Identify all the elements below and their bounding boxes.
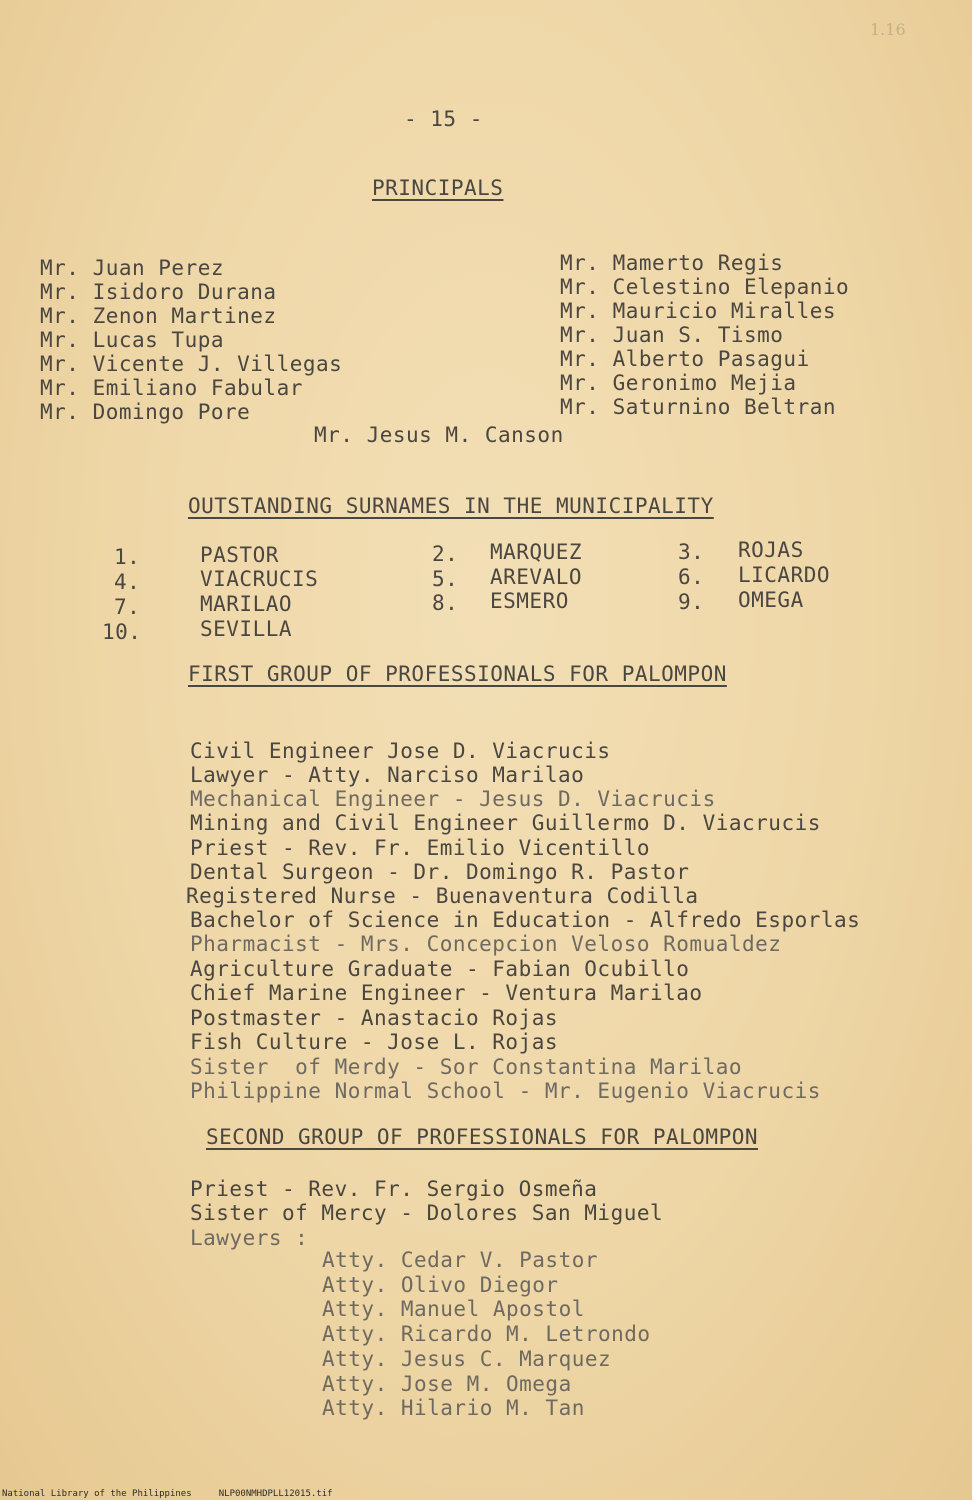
principal-name: Mr. Mamerto Regis [560,251,784,275]
surname-number: 6. [678,565,705,589]
surname-value: MARQUEZ [490,540,583,564]
professional-entry: Chief Marine Engineer - Ventura Marilao [190,981,703,1005]
principal-name: Mr. Juan Perez [40,256,225,280]
lawyer-name: Atty. Hilario M. Tan [322,1396,585,1420]
principal-name: Mr. Lucas Tupa [40,328,225,352]
surname-value: AREVALO [490,565,583,589]
first-group-heading: FIRST GROUP OF PROFESSIONALS FOR PALOMPON [188,662,727,686]
surnames-heading: OUTSTANDING SURNAMES IN THE MUNICIPALITY [188,494,714,518]
professional-entry: Mechanical Engineer - Jesus D. Viacrucis [190,787,716,811]
principal-name: Mr. Zenon Martinez [40,304,277,328]
surname-number: 8. [432,591,459,615]
principal-name: Mr. Emiliano Fabular [40,376,303,400]
principal-name: Mr. Isidoro Durana [40,280,277,304]
archive-footer [2,1489,333,1499]
professional-entry: Registered Nurse - Buenaventura Codilla [186,884,699,908]
principal-name: Mr. Celestino Elepanio [560,275,850,299]
lawyer-name: Atty. Jesus C. Marquez [322,1347,612,1371]
principal-name: Mr. Vicente J. Villegas [40,352,343,376]
lawyer-name: Atty. Jose M. Omega [322,1372,572,1396]
principal-name: Mr. Saturnino Beltran [560,395,837,419]
lawyer-name: Atty. Cedar V. Pastor [322,1248,599,1272]
professional-entry: Sister of Mercy - Dolores San Miguel [190,1201,664,1225]
archive-name: National Library of the Philippines [2,1489,192,1499]
principal-name: Mr. Alberto Pasagui [560,347,810,371]
professional-entry: Civil Engineer Jose D. Viacrucis [190,739,611,763]
surname-number: 9. [678,590,705,614]
lawyers-label: Lawyers : [190,1226,309,1250]
surname-value: MARILAO [200,592,293,616]
archive-filename: NLP00NMHDPLL12015.tif [218,1489,333,1499]
surname-value: OMEGA [738,588,804,612]
professional-entry: Mining and Civil Engineer Guillermo D. Viacrucis [190,811,821,835]
professional-entry: Lawyer - Atty. Narciso Marilao [190,763,585,787]
surname-number: 2. [432,542,459,566]
professional-entry: Dental Surgeon - Dr. Domingo R. Pastor [190,860,690,884]
surname-value: VIACRUCIS [200,567,319,591]
professional-entry: Sister of Merdy - Sor Constantina Marilao [190,1055,743,1079]
professional-entry: Postmaster - Anastacio Rojas [190,1006,559,1030]
principal-name: Mr. Geronimo Mejia [560,371,797,395]
pencil-annotation: 1.16 [870,20,906,39]
surname-number: 5. [432,567,459,591]
surname-number: 10. [102,620,142,644]
professional-entry: Priest - Rev. Fr. Emilio Vicentillo [190,836,651,860]
surname-number: 3. [678,540,705,564]
professional-entry: Agriculture Graduate - Fabian Ocubillo [190,957,690,981]
surname-value: SEVILLA [200,617,293,641]
second-group-heading: SECOND GROUP OF PROFESSIONALS FOR PALOMPON [206,1125,759,1149]
surname-value: PASTOR [200,543,279,567]
surname-value: LICARDO [738,563,831,587]
professional-entry: Philippine Normal School - Mr. Eugenio Viacrucis [190,1079,821,1103]
principal-name: Mr. Juan S. Tismo [560,323,784,347]
professional-entry: Pharmacist - Mrs. Concepcion Veloso Romualdez [190,932,782,956]
professional-entry: Priest - Rev. Fr. Sergio Osmeña [190,1177,598,1201]
principal-name: Mr. Domingo Pore [40,400,251,424]
professional-entry: Fish Culture - Jose L. Rojas [190,1030,559,1054]
lawyer-name: Atty. Ricardo M. Letrondo [322,1322,651,1346]
principal-name-center: Mr. Jesus M. Canson [314,423,564,447]
surname-number: 4. [114,570,141,594]
principal-name: Mr. Mauricio Miralles [560,299,837,323]
surname-number: 7. [114,595,141,619]
lawyer-name: Atty. Olivo Diegor [322,1273,559,1297]
lawyer-name: Atty. Manuel Apostol [322,1297,585,1321]
surname-value: ROJAS [738,538,804,562]
professional-entry: Bachelor of Science in Education - Alfredo Esporlas [190,908,861,932]
page-number: - 15 - [404,107,483,131]
principals-heading: PRINCIPALS [372,176,504,200]
surname-number: 1. [114,545,141,569]
surname-value: ESMERO [490,589,569,613]
